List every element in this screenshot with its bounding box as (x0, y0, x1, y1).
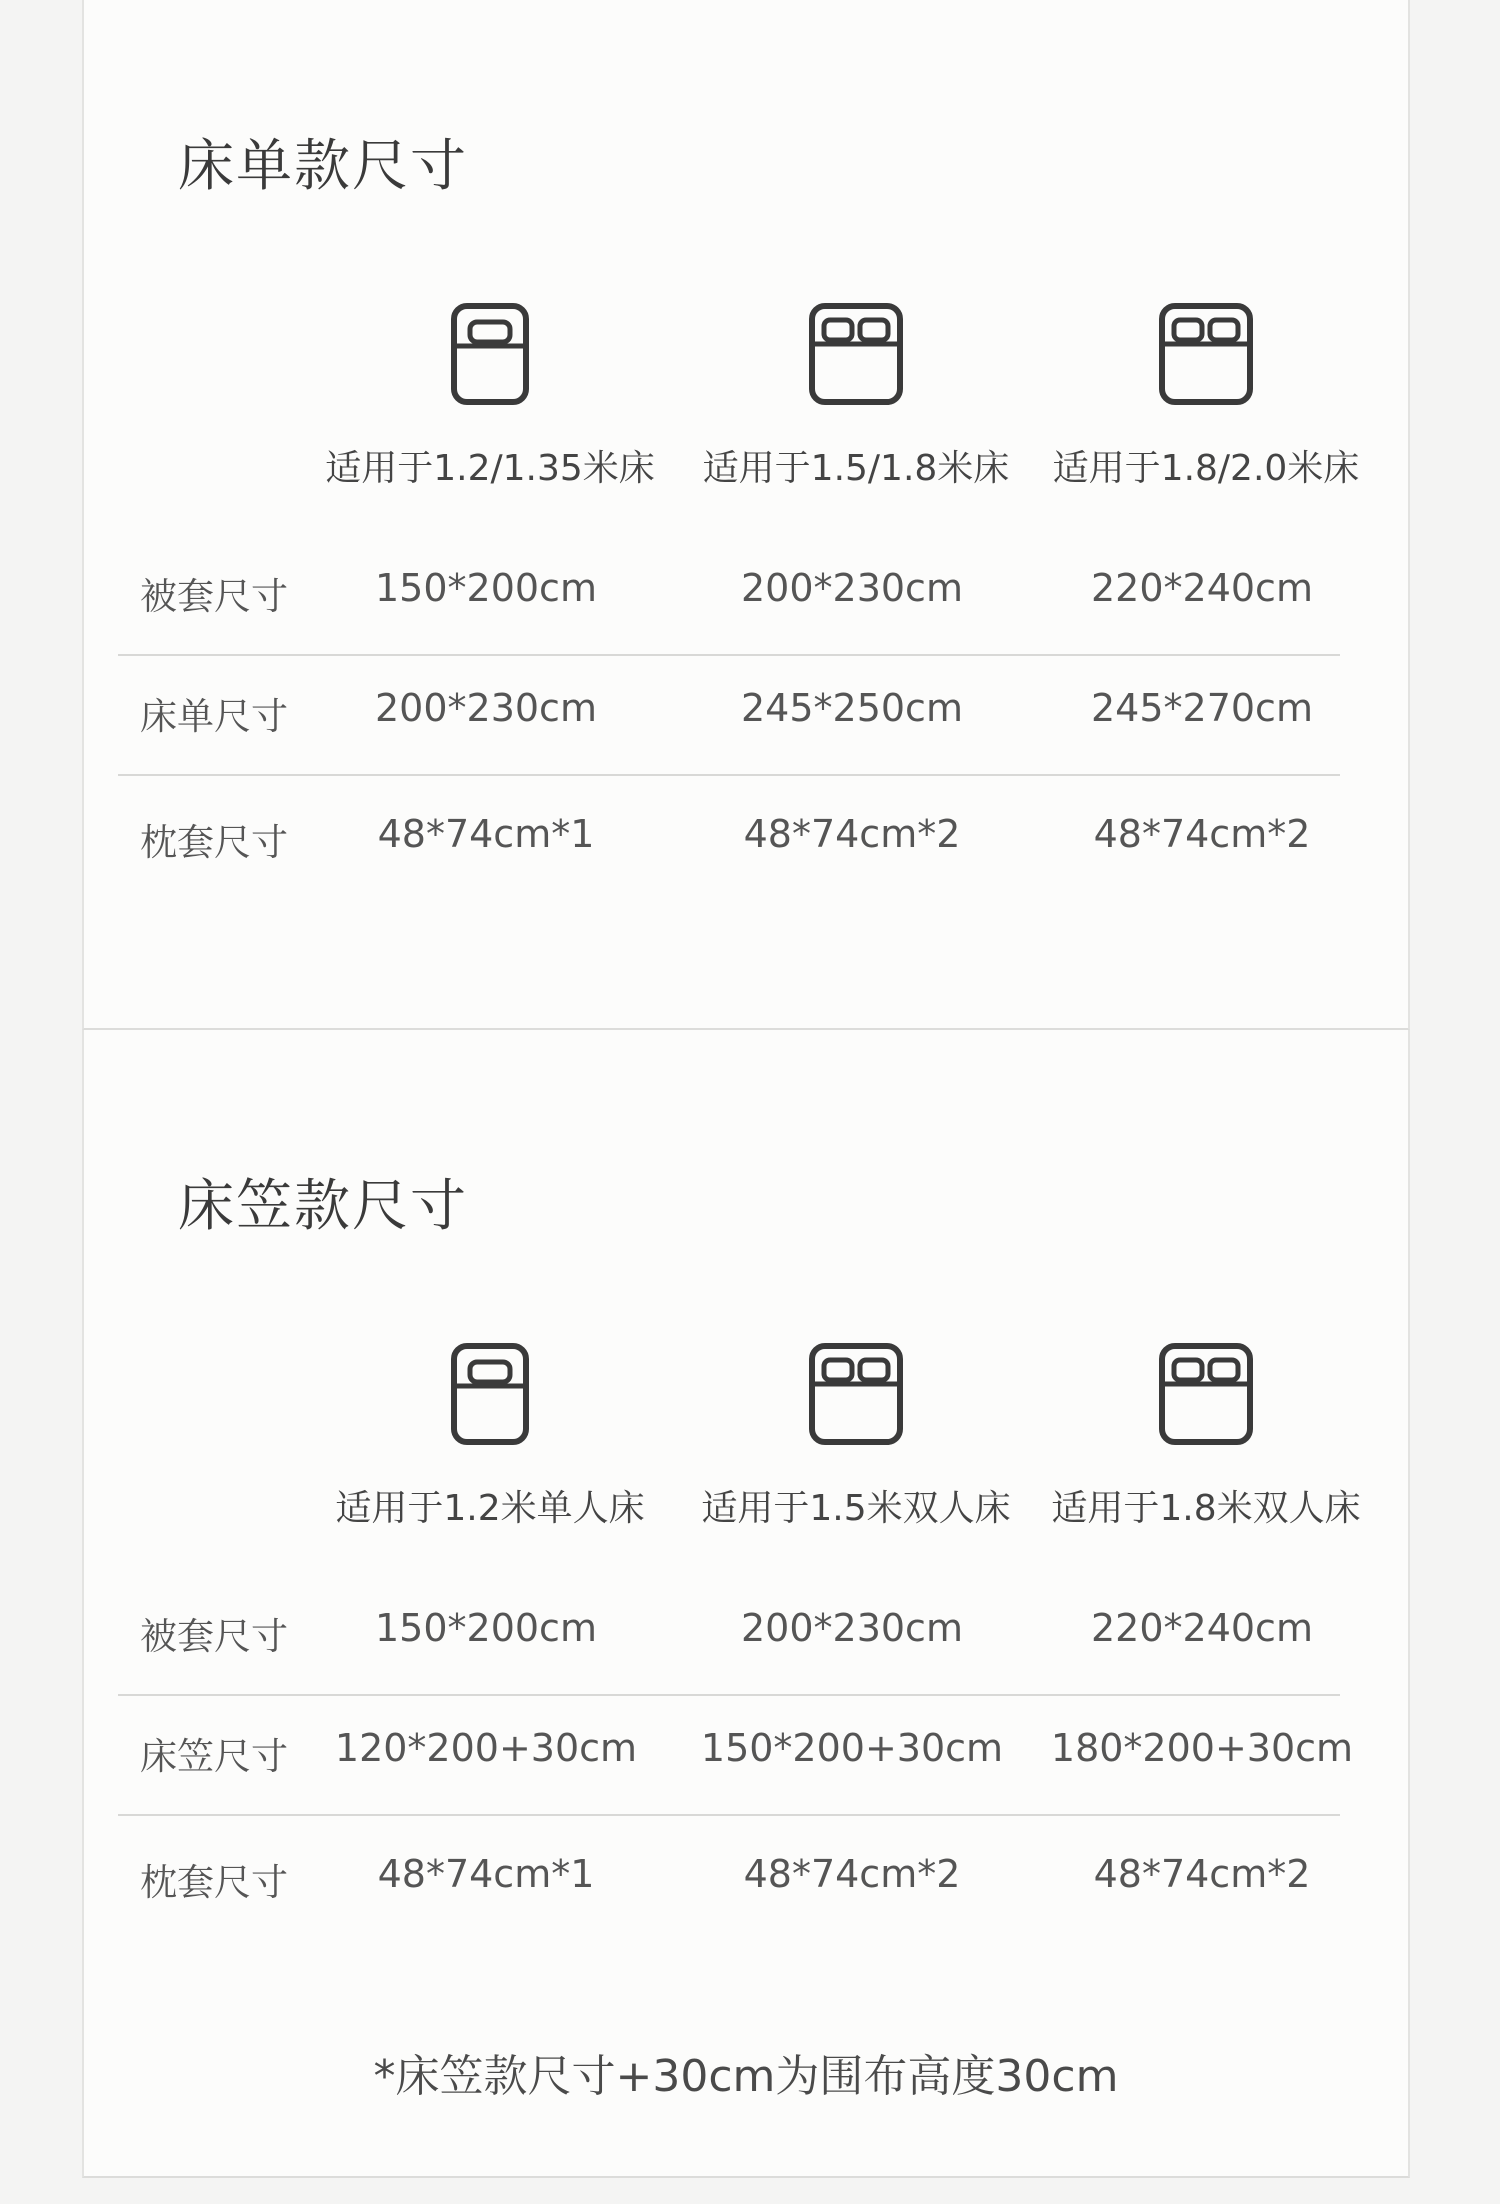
row-label: 被套尺寸 (140, 1615, 288, 1658)
section-title: 床笠款尺寸 (178, 1174, 468, 1239)
table-row (118, 1696, 1354, 1816)
bed-size-label: 适用于1.5米双人床 (701, 1488, 1011, 1529)
size-cell: 220*240cm (1091, 566, 1313, 610)
row-label: 枕套尺寸 (140, 821, 288, 864)
fitted-sheet-size-card (82, 1030, 1410, 2178)
bed-size-label: 适用于1.8米双人床 (1051, 1488, 1361, 1529)
row-label: 床笠尺寸 (140, 1735, 288, 1778)
size-cell: 120*200+30cm (334, 1726, 638, 1770)
size-cell: 150*200+30cm (700, 1726, 1004, 1770)
size-cell: 200*230cm (741, 1606, 963, 1650)
bed-size-label: 适用于1.5/1.8米床 (702, 448, 1010, 489)
size-cell: 48*74cm*2 (1093, 812, 1311, 856)
table-row (118, 1822, 1340, 1940)
row-label: 床单尺寸 (140, 695, 288, 738)
size-column-1 (310, 1342, 670, 1531)
row-label: 被套尺寸 (140, 575, 288, 618)
size-cell: 150*200cm (375, 566, 597, 610)
double-bed-icon (1158, 302, 1254, 406)
double-bed-icon (808, 302, 904, 406)
bed-size-label: 适用于1.8/2.0米床 (1052, 448, 1360, 489)
bed-size-label: 适用于1.2/1.35米床 (325, 448, 655, 489)
size-column-2 (676, 302, 1036, 491)
size-column-3 (1026, 1342, 1386, 1531)
section-title: 床单款尺寸 (178, 134, 468, 199)
table-row (118, 782, 1340, 900)
table-row (118, 656, 1340, 776)
size-cell: 200*230cm (741, 566, 963, 610)
bedsheet-size-card (82, 0, 1410, 1030)
size-cell: 48*74cm*1 (377, 1852, 595, 1896)
size-cell: 245*270cm (1091, 686, 1313, 730)
table-row (118, 1576, 1340, 1696)
size-cell: 48*74cm*2 (743, 1852, 961, 1896)
footnote: *床笠款尺寸+30cm为围布高度30cm (373, 2051, 1119, 2102)
single-bed-icon (450, 302, 530, 406)
size-cell: 48*74cm*1 (377, 812, 595, 856)
row-label: 枕套尺寸 (140, 1861, 288, 1904)
size-column-2 (676, 1342, 1036, 1531)
double-bed-icon (808, 1342, 904, 1446)
size-column-3 (1026, 302, 1386, 491)
size-cell: 48*74cm*2 (743, 812, 961, 856)
table-row (118, 536, 1340, 656)
single-bed-icon (450, 1342, 530, 1446)
double-bed-icon (1158, 1342, 1254, 1446)
size-cell: 200*230cm (375, 686, 597, 730)
size-cell: 180*200+30cm (1050, 1726, 1354, 1770)
size-cell: 220*240cm (1091, 1606, 1313, 1650)
size-column-1 (310, 302, 670, 491)
size-cell: 150*200cm (375, 1606, 597, 1650)
size-cell: 245*250cm (741, 686, 963, 730)
bed-size-label: 适用于1.2米单人床 (335, 1488, 645, 1529)
size-cell: 48*74cm*2 (1093, 1852, 1311, 1896)
